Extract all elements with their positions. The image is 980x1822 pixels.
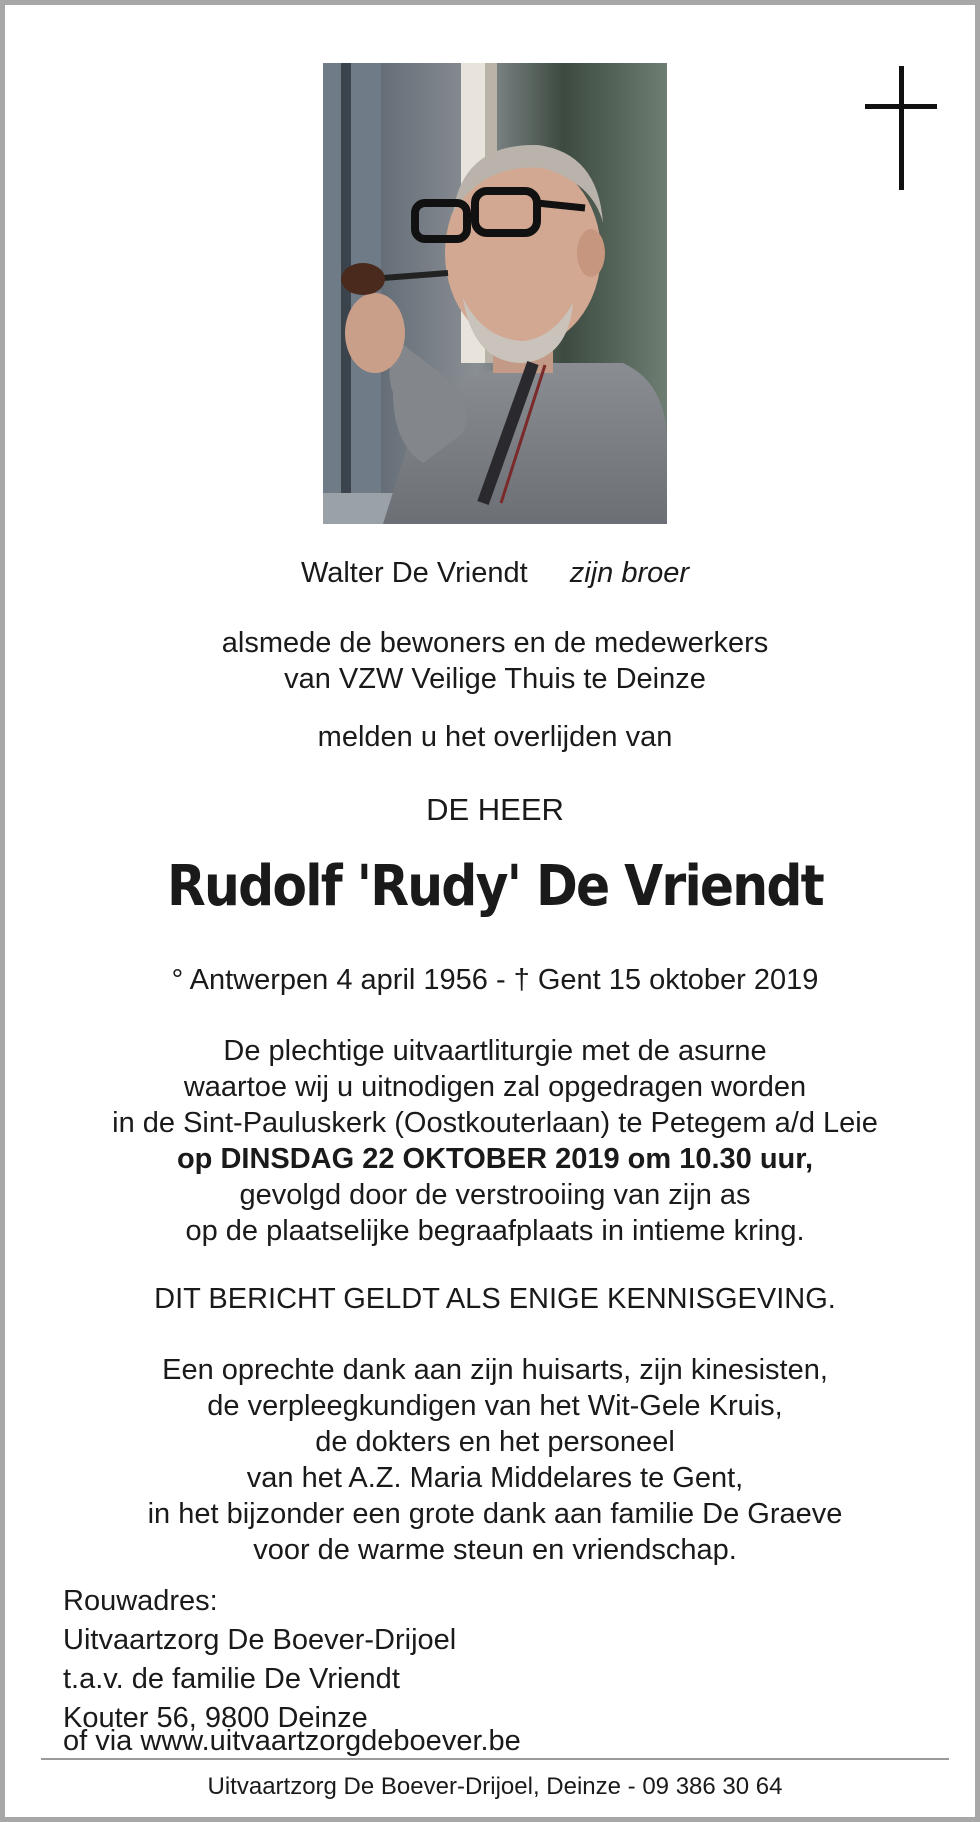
cross-icon bbox=[865, 66, 937, 190]
address-line-4[interactable]: of via www.uitvaartzorgdeboever.be bbox=[63, 1725, 521, 1757]
address-line-3: Kouter 56, 9800 Deinze bbox=[63, 1702, 368, 1734]
ceremony-line-5: gevolgd door de verstrooiing van zijn as bbox=[239, 1179, 751, 1211]
address-line-1: Uitvaartzorg De Boever-Drijoel bbox=[63, 1624, 457, 1656]
announcer-name: Walter De Vriendt bbox=[300, 557, 528, 589]
thanks-line-2: de verpleegkundigen van het Wit-Gele Kruis, bbox=[207, 1390, 783, 1422]
thanks-line-1: Een oprechte dank aan zijn huisarts, zijn kinesisten, bbox=[162, 1354, 828, 1386]
ceremony-date: op DINSDAG 22 OKTOBER 2019 om 10.30 uur, bbox=[176, 1143, 814, 1175]
ceremony-line-2: waartoe wij u uitnodigen zal opgedragen worden bbox=[183, 1071, 807, 1103]
deceased-title: DE HEER bbox=[426, 792, 564, 827]
announcer-line-4: melden u het overlijden van bbox=[317, 721, 673, 753]
ceremony-line-1: De plechtige uitvaartliturgie met de asurne bbox=[223, 1035, 767, 1067]
announcer-line-3: van VZW Veilige Thuis te Deinze bbox=[284, 663, 706, 695]
thanks-line-4: van het A.Z. Maria Middelares te Gent, bbox=[246, 1462, 744, 1494]
ceremony-line-6: op de plaatselijke begraafplaats in intieme kring. bbox=[185, 1215, 805, 1247]
deceased-name: Rudolf 'Rudy' De Vriendt bbox=[167, 854, 823, 919]
footer: Uitvaartzorg De Boever-Drijoel, Deinze - 09 386 30 64 bbox=[207, 1773, 783, 1800]
address-label: Rouwadres: bbox=[63, 1585, 218, 1617]
announcer-line-1 bbox=[5, 555, 980, 591]
portrait-illustration bbox=[323, 63, 667, 524]
notice: DIT BERICHT GELDT ALS ENIGE KENNISGEVING. bbox=[154, 1283, 836, 1315]
announcer-relation: zijn broer bbox=[569, 557, 690, 589]
thanks-line-5: in het bijzonder een grote dank aan familie De Graeve bbox=[147, 1498, 843, 1530]
announcer-line-2: alsmede de bewoners en de medewerkers bbox=[221, 627, 769, 659]
portrait-photo bbox=[323, 63, 667, 524]
ceremony-line-3: in de Sint-Pauluskerk (Oostkouterlaan) te Petegem a/d Leie bbox=[112, 1107, 878, 1139]
footer-divider bbox=[41, 1758, 949, 1760]
deceased-dates: ° Antwerpen 4 april 1956 - † Gent 15 oktober 2019 bbox=[171, 964, 819, 996]
thanks-line-6: voor de warme steun en vriendschap. bbox=[253, 1534, 737, 1566]
thanks-line-3: de dokters en het personeel bbox=[315, 1426, 675, 1458]
address-line-2: t.a.v. de familie De Vriendt bbox=[63, 1663, 400, 1695]
